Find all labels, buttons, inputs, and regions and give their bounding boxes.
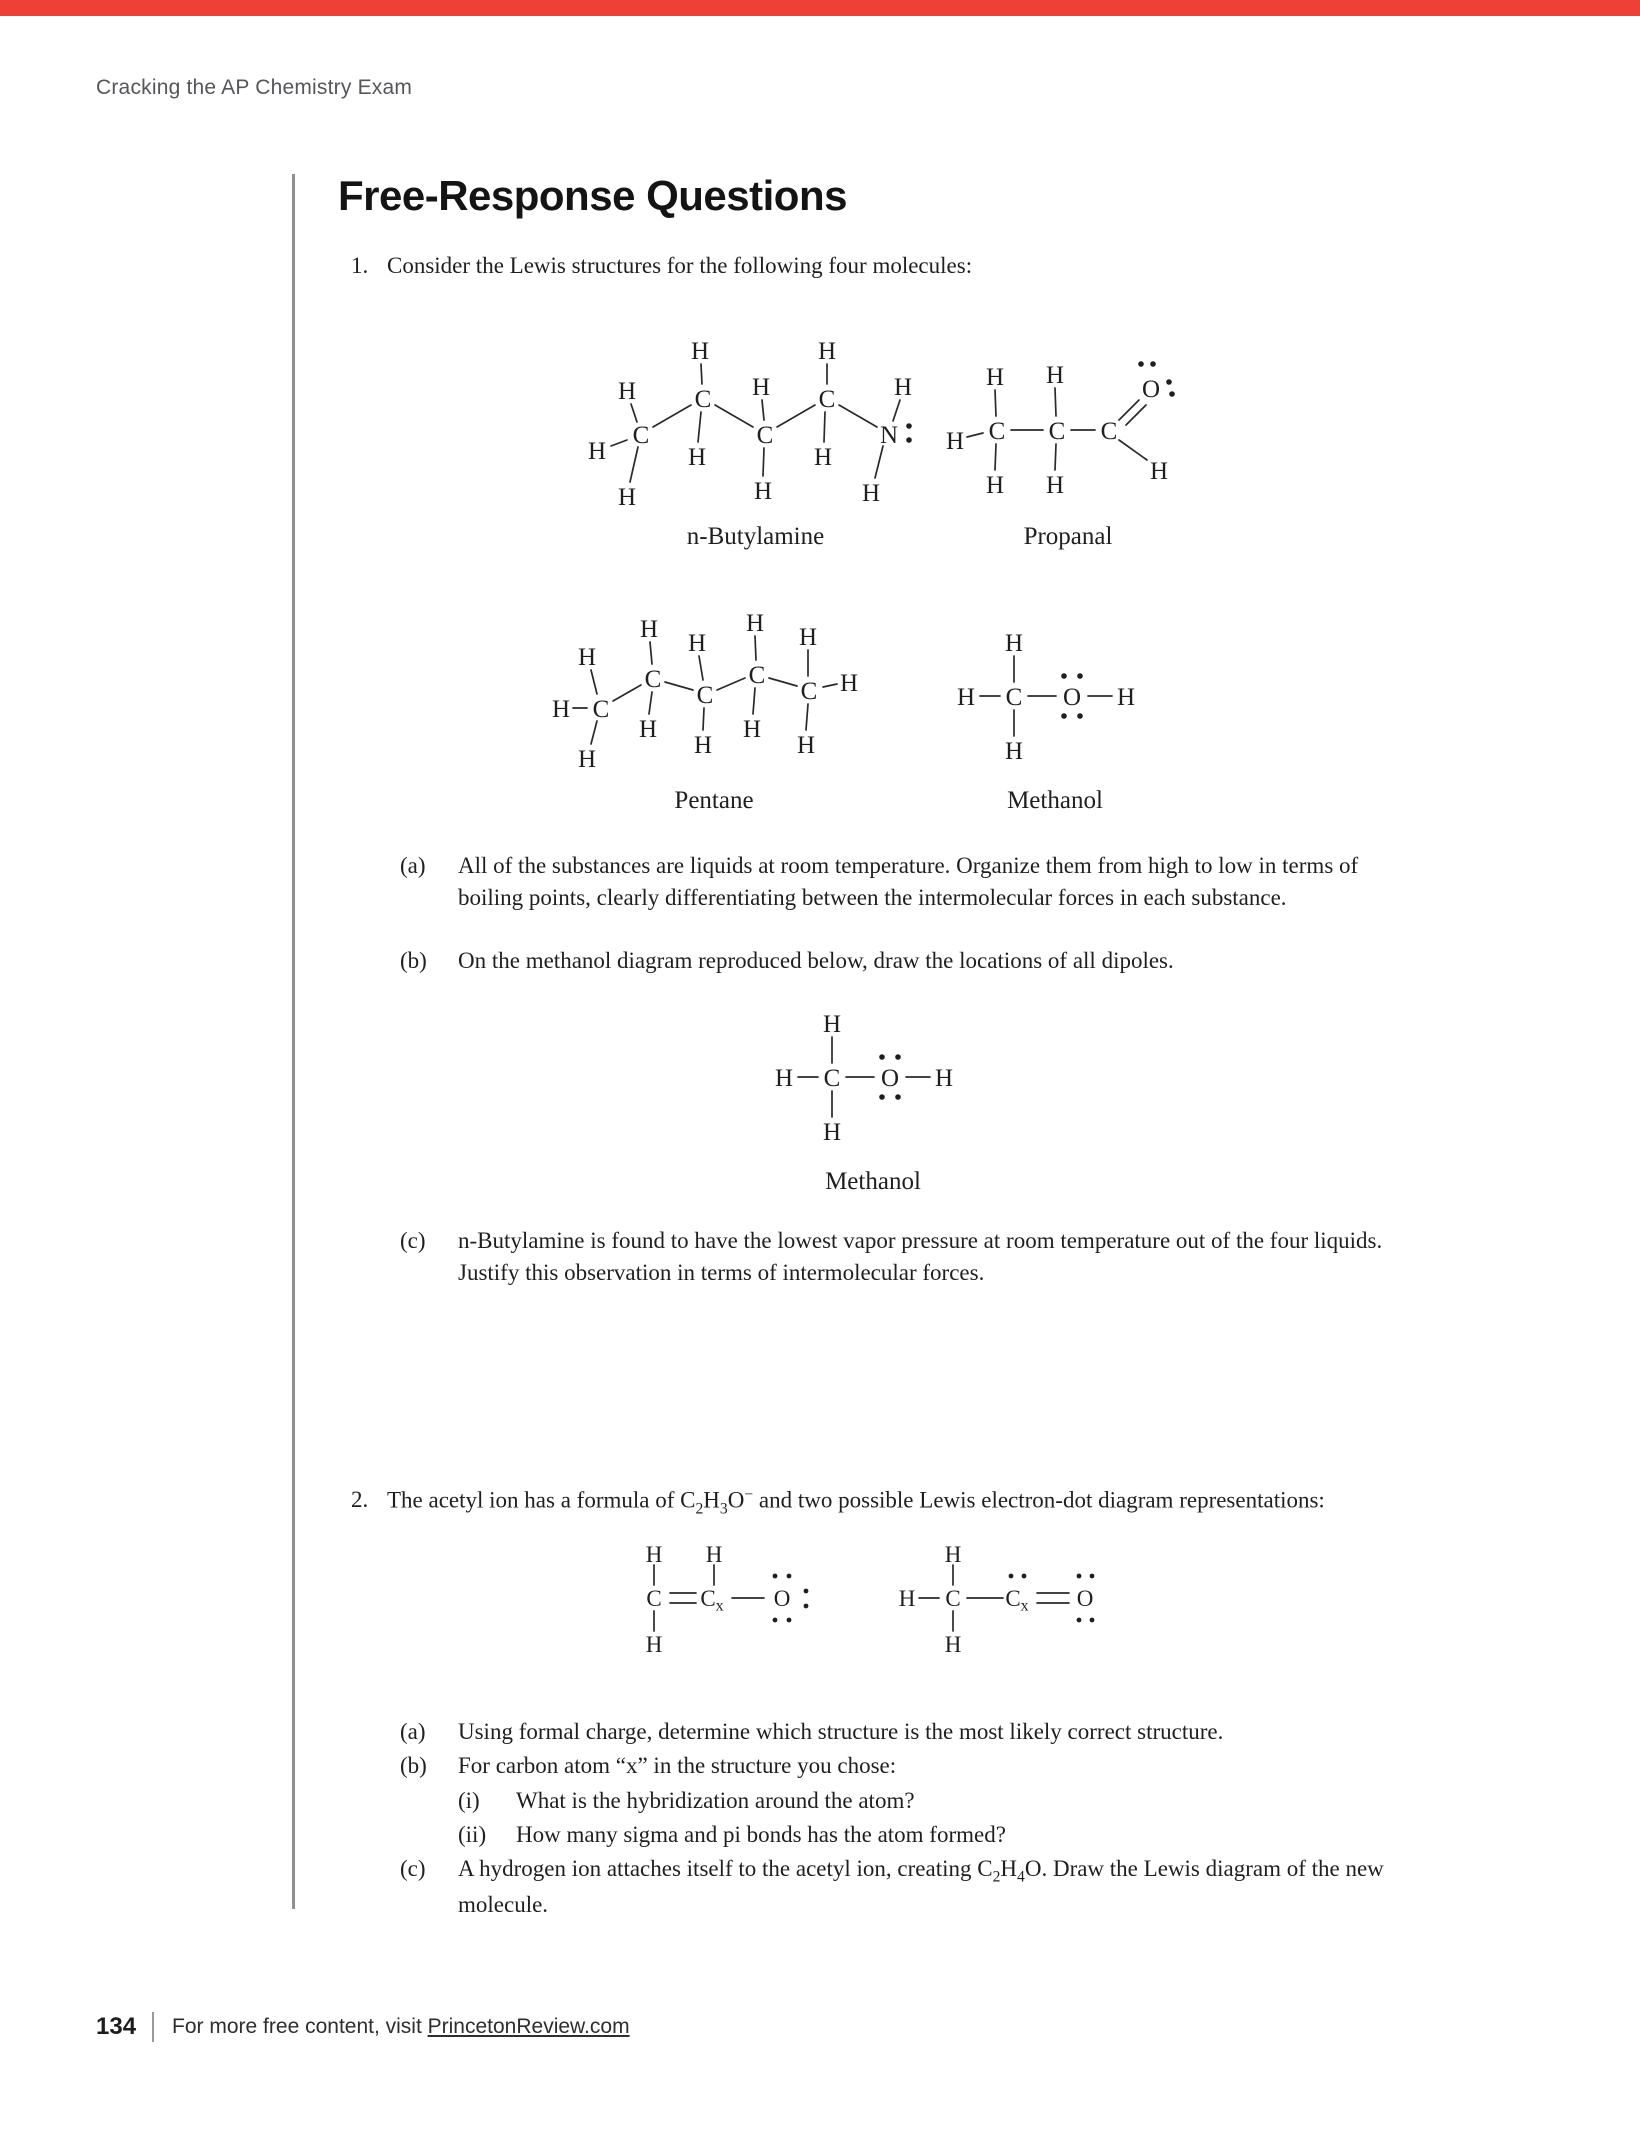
figure-row-1 bbox=[583, 294, 1568, 552]
svg-text:H: H bbox=[639, 615, 659, 643]
lewis-structure-acetyl-1 bbox=[632, 1536, 832, 1671]
svg-text:H: H bbox=[587, 437, 607, 465]
svg-text:H: H bbox=[1045, 361, 1065, 389]
lewis-structure-propanal bbox=[943, 344, 1193, 514]
question-2-part-a bbox=[338, 1716, 1568, 1748]
svg-text:C: C bbox=[1005, 683, 1023, 711]
svg-text:H: H bbox=[817, 337, 837, 365]
lewis-structure-acetyl-2 bbox=[893, 1536, 1123, 1671]
svg-text:H: H bbox=[617, 377, 637, 405]
page-content bbox=[338, 172, 1568, 1921]
svg-text:C: C bbox=[694, 385, 712, 413]
lewis-structure-methanol bbox=[950, 618, 1160, 778]
figure-methanol-part-b bbox=[768, 999, 978, 1197]
part-b-label: (b) bbox=[400, 1753, 427, 1779]
svg-text:C: C bbox=[800, 677, 818, 705]
svg-text:H: H bbox=[944, 1632, 962, 1658]
svg-text:H: H bbox=[645, 1632, 663, 1658]
subpart-i-label: (i) bbox=[458, 1787, 480, 1813]
svg-text:O: O bbox=[773, 1586, 791, 1612]
figure-row-acetyl bbox=[632, 1536, 1568, 1671]
question-2-part-b-i bbox=[458, 1785, 1413, 1817]
subpart-ii-label: (ii) bbox=[458, 1821, 487, 1847]
part-a-text: Using formal charge, determine which structure is the most likely correct structure. bbox=[458, 1719, 1224, 1745]
figure-n-butylamine bbox=[583, 294, 928, 552]
svg-text:H: H bbox=[577, 643, 597, 671]
question-2-part-b-ii bbox=[458, 1819, 1413, 1851]
part-a-text: All of the substances are liquids at room temperature. Organize them from high to low in terms of boiling points, clearly differentiating between the intermolecular forces in each substance. bbox=[458, 853, 1359, 911]
svg-text:H: H bbox=[551, 695, 571, 723]
svg-text:O: O bbox=[1141, 375, 1161, 403]
svg-text:H: H bbox=[753, 477, 773, 505]
part-b-label: (b) bbox=[400, 947, 427, 973]
svg-text:H: H bbox=[1045, 471, 1065, 499]
question-2-part-b bbox=[338, 1750, 1568, 1851]
svg-text:H: H bbox=[693, 731, 713, 759]
page-number: 134 bbox=[96, 2013, 137, 2040]
svg-text:N: N bbox=[879, 421, 899, 449]
caption-pentane: Pentane bbox=[674, 787, 754, 815]
svg-text:H: H bbox=[645, 1542, 663, 1568]
svg-text:H: H bbox=[1004, 629, 1024, 657]
svg-text:O: O bbox=[880, 1064, 900, 1092]
subpart-ii-text: How many sigma and pi bonds has the atom formed? bbox=[516, 1821, 1006, 1847]
subpart-i-text: What is the hybridization around the atom? bbox=[516, 1787, 915, 1813]
svg-text:C: C bbox=[945, 1586, 961, 1612]
question-2-part-c bbox=[338, 1853, 1568, 1921]
question-2-prompt: The acetyl ion has a formula of $C_2H_3O^-$ and two possible Lewis electron-dot diagram representations: bbox=[387, 1486, 1325, 1518]
lewis-structure-methanol-part-b bbox=[768, 999, 978, 1159]
part-b-block bbox=[458, 1750, 1413, 1851]
question-1 bbox=[338, 250, 1568, 282]
question-1-prompt: Consider the Lewis structures for the following four molecules: bbox=[387, 253, 973, 278]
part-a-label: (a) bbox=[400, 853, 426, 879]
svg-text:H: H bbox=[861, 479, 881, 507]
svg-text:H: H bbox=[893, 373, 913, 401]
svg-text:C: C bbox=[1100, 417, 1118, 445]
footer-divider bbox=[152, 2012, 154, 2042]
svg-text:H: H bbox=[687, 629, 707, 657]
svg-text:C: C bbox=[632, 421, 650, 449]
caption-methanol: Methanol bbox=[1007, 787, 1103, 815]
svg-text:H: H bbox=[822, 1010, 842, 1038]
svg-text:H: H bbox=[822, 1118, 842, 1146]
question-1-part-c bbox=[338, 1225, 1568, 1289]
page-accent-bar bbox=[0, 0, 1640, 16]
lewis-structure-pentane bbox=[549, 568, 879, 778]
svg-text:C: C bbox=[644, 665, 662, 693]
figure-pentane bbox=[549, 568, 879, 816]
part-b-text: For carbon atom “x” in the structure you chose: bbox=[458, 1753, 897, 1779]
svg-text:H: H bbox=[1149, 457, 1169, 485]
svg-text:C: C bbox=[988, 417, 1006, 445]
svg-text:H: H bbox=[577, 745, 597, 773]
part-c-label: (c) bbox=[400, 1227, 426, 1253]
part-b-text: On the methanol diagram reproduced below, draw the locations of all dipoles. bbox=[458, 947, 1174, 973]
question-2-number: 2. bbox=[351, 1487, 369, 1513]
svg-text:C: C bbox=[818, 385, 836, 413]
svg-text:H: H bbox=[796, 731, 816, 759]
svg-text:H: H bbox=[1116, 683, 1136, 711]
svg-text:H: H bbox=[745, 609, 765, 637]
caption-n-butylamine: n-Butylamine bbox=[686, 523, 825, 551]
footer-link[interactable]: PrincetonReview.com bbox=[427, 2015, 630, 2038]
figure-acetyl-structure-1 bbox=[632, 1536, 832, 1671]
svg-text:C: C bbox=[646, 1586, 662, 1612]
svg-text:H: H bbox=[813, 443, 833, 471]
part-c-text: A hydrogen ion attaches itself to the acetyl ion, creating $C_2H_4O$. Draw the Lewis diagram of the new molecule. bbox=[458, 1856, 1384, 1917]
footer-text bbox=[172, 2015, 630, 2039]
figure-row-2 bbox=[549, 568, 1568, 816]
question-2 bbox=[338, 1484, 1568, 1520]
svg-text:Cx: Cx bbox=[1005, 1586, 1029, 1615]
svg-text:H: H bbox=[705, 1542, 723, 1568]
svg-text:H: H bbox=[944, 1542, 962, 1568]
svg-text:C: C bbox=[748, 661, 766, 689]
question-2-parts bbox=[338, 1716, 1568, 1920]
svg-text:O: O bbox=[1076, 1586, 1094, 1612]
svg-text:H: H bbox=[839, 669, 859, 697]
question-1-part-a bbox=[338, 850, 1568, 914]
caption-propanal: Propanal bbox=[1023, 523, 1113, 551]
svg-text:C: C bbox=[756, 421, 774, 449]
svg-text:C: C bbox=[696, 681, 714, 709]
svg-text:H: H bbox=[751, 373, 771, 401]
svg-text:H: H bbox=[798, 623, 818, 651]
svg-text:H: H bbox=[945, 427, 965, 455]
figure-acetyl-structure-2 bbox=[893, 1536, 1123, 1671]
part-c-text: n-Butylamine is found to have the lowest vapor pressure at room temperature out of the four liquids. Justify this observation in terms of intermolecular forces. bbox=[458, 1227, 1383, 1285]
book-title-header: Cracking the AP Chemistry Exam bbox=[96, 76, 413, 99]
question-1-part-b bbox=[338, 945, 1568, 977]
figure-methanol bbox=[950, 618, 1160, 816]
svg-text:H: H bbox=[617, 483, 637, 510]
svg-text:H: H bbox=[690, 337, 710, 365]
page-title: Free-Response Questions bbox=[338, 172, 847, 219]
question-1-number: 1. bbox=[351, 253, 369, 278]
lewis-structure-n-butylamine bbox=[583, 294, 928, 514]
svg-text:H: H bbox=[934, 1064, 954, 1092]
svg-text:H: H bbox=[774, 1064, 794, 1092]
svg-text:C: C bbox=[823, 1064, 841, 1092]
svg-text:H: H bbox=[985, 363, 1005, 391]
part-a-label: (a) bbox=[400, 1719, 426, 1745]
svg-text:H: H bbox=[898, 1586, 916, 1612]
svg-text:H: H bbox=[742, 715, 762, 743]
caption-methanol-part-b: Methanol bbox=[825, 1167, 921, 1195]
svg-text:H: H bbox=[985, 471, 1005, 499]
part-c-label: (c) bbox=[400, 1856, 426, 1882]
svg-text:H: H bbox=[687, 443, 707, 471]
svg-text:O: O bbox=[1062, 683, 1082, 711]
figure-propanal bbox=[943, 344, 1193, 552]
svg-text:H: H bbox=[956, 683, 976, 711]
footer-text-prefix: For more free content, visit bbox=[172, 2015, 428, 2038]
svg-text:C: C bbox=[592, 695, 610, 723]
svg-text:C: C bbox=[1048, 417, 1066, 445]
svg-text:H: H bbox=[638, 715, 658, 743]
page-footer bbox=[96, 2012, 630, 2042]
svg-text:H: H bbox=[1004, 737, 1024, 765]
svg-text:Cx: Cx bbox=[700, 1586, 724, 1615]
margin-rule bbox=[292, 174, 295, 1909]
